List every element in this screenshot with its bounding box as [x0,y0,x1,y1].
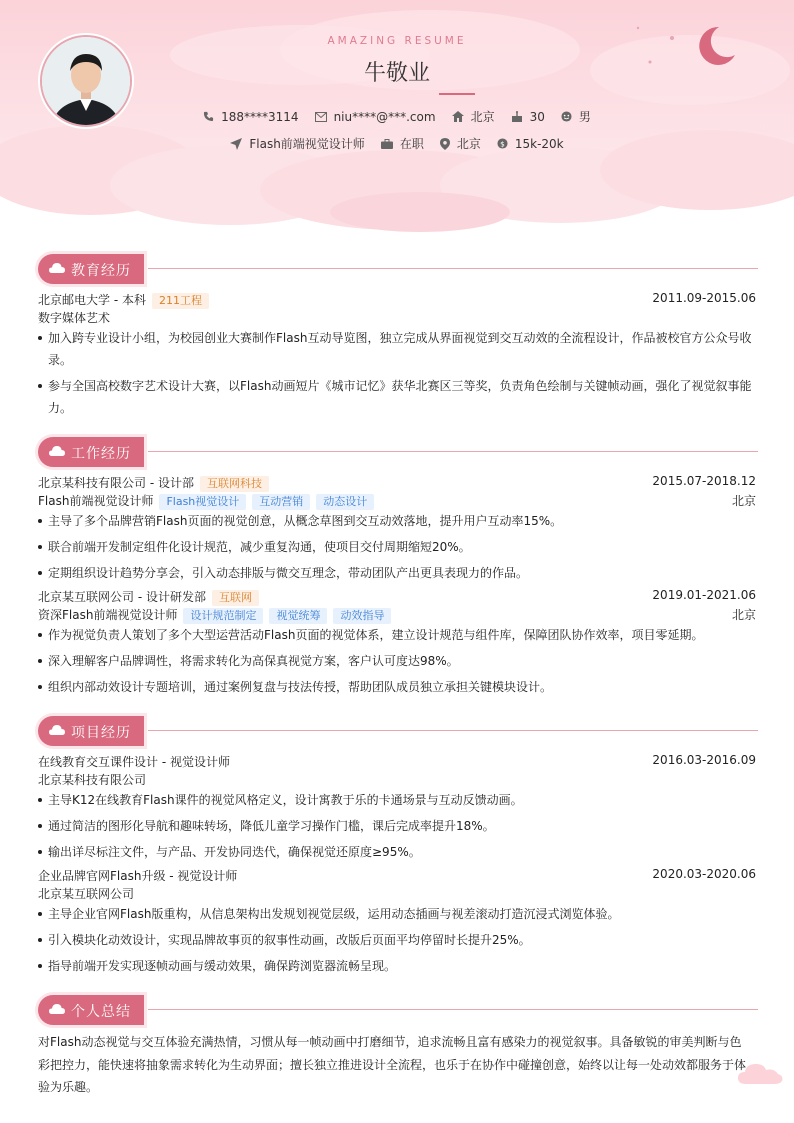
bullet-text: 主导K12在线教育Flash课件的视觉风格定义，设计寓教于乐的卡通场景与互动反馈动画。 [48,793,523,807]
bullet-text: 输出详尽标注文件，与产品、开发协同迭代，确保视觉还原度≥95%。 [48,845,421,859]
school-name: 北京邮电大学 - 本科 [38,293,146,307]
list-item [38,789,756,811]
education-date: 2011.09-2015.06 [652,291,756,305]
section-divider [148,1009,758,1010]
cloud-icon [49,263,65,273]
phone-text: 188****3114 [221,109,299,124]
job-city: 北京 [731,608,756,622]
bullet-text: 引入模块化动效设计，实现品牌故事页的叙事性动画，改版后页面平均停留时长提升25%。 [48,933,531,947]
skill-tag: 互动营销 [252,494,310,510]
age-text: 30 [529,109,545,124]
list-item [38,375,756,419]
section-pill [38,716,144,746]
project-header [38,753,756,770]
position-item [230,135,364,152]
list-item [38,929,756,951]
project-company [38,885,756,902]
company-tag: 互联网科技 [200,476,269,492]
section-work [38,437,756,467]
list-item [38,327,756,371]
list-item [38,510,756,532]
section-divider [148,451,758,452]
project-date: 2016.03-2016.09 [652,753,756,767]
list-item [38,815,756,837]
status-text: 在职 [399,137,424,151]
list-item [38,624,756,646]
job-header [38,588,756,606]
salary-item [497,137,564,151]
list-item [38,955,756,977]
job-role: Flash前端视觉设计师 [38,494,154,508]
summary-text: 对Flash动态视觉与交互体验充满热情，习惯从每一帧动画中打磨细节，追求流畅且富有感染力的视觉叙事。具备敏锐的审美判断与色彩把控力，能快速将抽象需求转化为生动界面；擅长独立推进设计全流程，也乐于在协作中碰撞创意，始终以让每一处动效都服务于体验为乐趣。 [38,1035,747,1094]
city-item [440,135,481,152]
money-icon [497,138,508,149]
list-item [38,536,756,558]
job-date: 2015.07-2018.12 [652,474,756,488]
bullet-text: 作为视觉负责人策划了多个大型运营活动Flash页面的视觉体系，建立设计规范与组件库，保障团队协作效率，项目零延期。 [48,628,704,642]
list-item [38,676,756,698]
job-role: 资深Flash前端视觉设计师 [38,608,178,622]
skill-tag: 视觉统筹 [269,608,327,624]
resume-header [0,0,794,235]
skill-tag: 动态设计 [316,494,374,510]
cloud-decoration-icon [738,1060,784,1086]
job-date: 2019.01-2021.06 [652,588,756,602]
project-name: 企业品牌官网Flash升级 - 视觉设计师 [38,869,238,883]
list-item [38,841,756,863]
school-tag: 211工程 [152,293,209,309]
project-date: 2020.03-2020.06 [652,867,756,881]
cloud-icon [49,725,65,735]
salary-text: 15k-20k [514,136,564,151]
section-summary [38,995,756,1025]
skill-tag: 动效指导 [333,608,391,624]
mail-icon [315,112,327,122]
status-item [381,135,424,152]
briefcase-icon [381,139,393,149]
section-divider [148,730,758,731]
job-intent-row [0,135,794,152]
section-pill [38,254,144,284]
company-name: 北京某互联网公司 - 设计研发部 [38,590,206,604]
section-projects [38,716,756,746]
list-item [38,562,756,584]
list-item [38,903,756,925]
company-tag: 互联网 [212,590,259,606]
hometown-item [452,108,495,125]
list-item [38,650,756,672]
section-pill [38,437,144,467]
position-text: Flash前端视觉设计师 [249,137,365,151]
major-text: 数字媒体艺术 [38,311,111,325]
section-pill [38,995,144,1025]
smile-icon [561,111,572,122]
project-company [38,771,756,788]
svg-text:$: $ [500,139,505,149]
bullet-text: 深入理解客户品牌调性，将需求转化为高保真视觉方案，客户认可度达98%。 [48,654,459,668]
hometown-text: 北京 [470,110,495,124]
company-name: 北京某科技有限公司 - 设计部 [38,476,194,490]
email-text: niu****@***.com [333,109,436,124]
education-major [38,309,756,326]
name-underline [439,93,475,95]
city-text: 北京 [456,137,481,151]
home-icon [452,111,464,122]
bullet-text: 组织内部动效设计专题培训，通过案例复盘与技法传授，帮助团队成员独立承担关键模块设计。 [48,680,553,694]
phone-icon [203,111,214,122]
phone-item [203,110,298,124]
age-item [511,110,545,124]
section-title-text: 项目经历 [71,725,131,741]
section-title-text: 教育经历 [71,263,131,279]
project-company-text: 北京某科技有限公司 [38,773,147,787]
resume-subtitle: AMAZING RESUME [327,35,467,47]
candidate-name: 牛敬业 [363,61,430,86]
bullet-text: 主导企业官网Flash版重构，从信息架构出发规划视觉层级，运用动态插画与视差滚动打造沉浸式浏览体验。 [48,907,620,921]
section-divider [148,268,758,269]
job-header [38,474,756,492]
email-item [315,110,436,124]
location-icon [440,138,450,150]
bullet-text: 主导了多个品牌营销Flash页面的视觉创意，从概念草图到交互动效落地，提升用户互动率15%。 [48,514,563,528]
cake-icon [511,111,523,122]
cloud-icon [49,1004,65,1014]
project-name: 在线教育交互课件设计 - 视觉设计师 [38,755,230,769]
job-city: 北京 [731,494,756,508]
project-header [38,867,756,884]
skill-tag: 设计规范制定 [183,608,263,624]
section-title-text: 个人总结 [71,1004,131,1020]
bullet-text: 参与全国高校数字艺术设计大赛，以Flash动画短片《城市记忆》获华北赛区三等奖，负责角色绘制与关键帧动画，强化了视觉叙事能力。 [48,379,752,415]
section-title-text: 工作经历 [71,446,131,462]
job-role-row [38,606,756,624]
section-education [38,254,756,284]
bullet-text: 联合前端开发制定组件化设计规范，减少重复沟通，使项目交付周期缩短20%。 [48,540,471,554]
education-header [38,291,756,309]
contact-row [0,108,794,125]
project-company-text: 北京某互联网公司 [38,887,135,901]
bullet-text: 指导前端开发实现逐帧动画与缓动效果，确保跨浏览器流畅呈现。 [48,959,397,973]
bullet-text: 定期组织设计趋势分享会，引入动态排版与微交互理念，带动团队产出更具表现力的作品。 [48,566,529,580]
cloud-icon [49,446,65,456]
bullet-text: 通过简洁的图形化导航和趣味转场，降低儿童学习操作门槛，课后完成率提升18%。 [48,819,495,833]
send-icon [230,138,242,150]
skill-tag: Flash视觉设计 [159,494,246,510]
job-role-row [38,492,756,510]
gender-text: 男 [578,110,591,124]
gender-item [561,108,591,125]
bullet-text: 加入跨专业设计小组，为校园创业大赛制作Flash互动导览图，独立完成从界面视觉到交互动效的全流程设计，作品被校官方公众号收录。 [48,331,752,367]
